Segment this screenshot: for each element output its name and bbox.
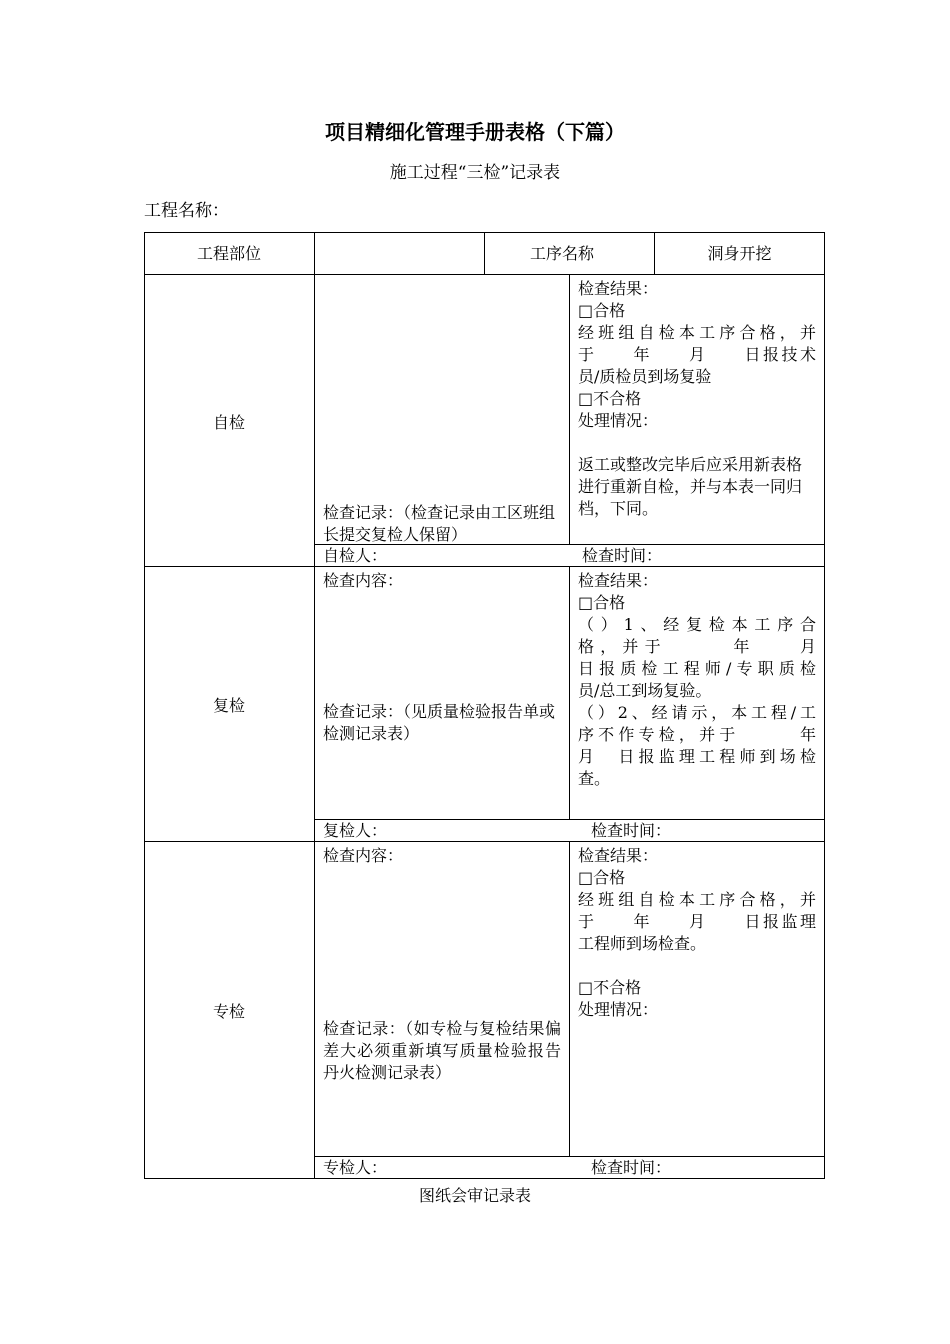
fail-checkbox[interactable]: □不合格 bbox=[578, 978, 642, 997]
document-title: 项目精细化管理手册表格（下篇） bbox=[325, 120, 625, 144]
self-check-person: 自检人： bbox=[323, 546, 388, 565]
pass-checkbox[interactable]: □合格 bbox=[578, 868, 626, 887]
pass-text: 员/质检员到场复验 bbox=[578, 367, 712, 386]
result-title: 检查结果： bbox=[578, 571, 659, 590]
re-check-content: 检查内容： bbox=[323, 571, 404, 590]
col-divider bbox=[569, 274, 570, 544]
handling-label: 处理情况： bbox=[578, 1000, 659, 1019]
table-border-bottom bbox=[144, 1178, 825, 1179]
pass-text: 经班组自检本工序合格，并 bbox=[578, 323, 816, 342]
option-1-text[interactable]: （）1、经复检本工序合 bbox=[578, 615, 816, 634]
re-check-result bbox=[578, 570, 816, 790]
handling-label: 处理情况： bbox=[578, 411, 659, 430]
pass-checkbox[interactable]: □合格 bbox=[578, 301, 626, 320]
option-2-text: 查。 bbox=[578, 769, 611, 788]
process-value: 洞身开挖 bbox=[707, 244, 772, 263]
pass-text: 工程师到场检查。 bbox=[578, 934, 707, 953]
row-divider bbox=[314, 819, 825, 820]
self-check-label: 自检 bbox=[212, 413, 245, 432]
option-1-text: 员/总工到场复验。 bbox=[578, 681, 712, 700]
option-2-text[interactable]: （）2、经请示，本工程/工 bbox=[578, 703, 816, 722]
self-check-time: 检查时间： bbox=[582, 546, 663, 565]
col-divider bbox=[569, 566, 570, 819]
next-form-title: 图纸会审记录表 bbox=[418, 1186, 531, 1205]
option-1-text: 格，并于 年 月 bbox=[578, 637, 816, 656]
option-1-text: 日报质检工程师/专职质检 bbox=[578, 659, 816, 678]
row-divider bbox=[144, 566, 825, 567]
special-check-label: 专检 bbox=[212, 1002, 245, 1021]
form-subtitle: 施工过程“三检”记录表 bbox=[389, 163, 561, 183]
re-check-record: 检查记录：（见质量检验报告单或检测记录表） bbox=[323, 702, 556, 743]
pass-text: 于 年 月 日报技术 bbox=[578, 345, 816, 364]
inspection-table bbox=[144, 232, 825, 1179]
special-check-result bbox=[578, 845, 816, 1021]
project-name-label: 工程名称： bbox=[144, 201, 229, 221]
rework-note: 返工或整改完毕后应采用新表格进行重新自检，并与本表一同归档，下同。 bbox=[578, 455, 803, 518]
result-title: 检查结果： bbox=[578, 846, 659, 865]
special-check-content: 检查内容： bbox=[323, 846, 404, 865]
option-2-text: 月 日报监理工程师到场检 bbox=[578, 747, 816, 766]
fail-checkbox[interactable]: □不合格 bbox=[578, 389, 642, 408]
re-check-time: 检查时间： bbox=[591, 821, 672, 840]
pass-text: 于 年 月 日报监理 bbox=[578, 912, 816, 931]
self-check-record: 检查记录：（检查记录由工区班组长提交复检人保留） bbox=[323, 503, 556, 544]
col-divider bbox=[314, 232, 315, 1179]
special-check-record: 检查记录：（如专检与复检结果偏差大必须重新填写质量检验报告丹火检测记录表） bbox=[323, 1019, 561, 1082]
col-divider bbox=[484, 232, 485, 274]
result-title: 检查结果： bbox=[578, 279, 659, 298]
option-2-text: 序不作专检，并于 年 bbox=[578, 725, 816, 744]
pass-text: 经班组自检本工序合格，并 bbox=[578, 890, 816, 909]
pass-checkbox[interactable]: □合格 bbox=[578, 593, 626, 612]
re-check-person: 复检人： bbox=[323, 821, 388, 840]
row-divider bbox=[144, 274, 825, 275]
process-label: 工序名称 bbox=[530, 244, 595, 263]
re-check-label: 复检 bbox=[212, 696, 245, 715]
special-check-person: 专检人： bbox=[323, 1158, 388, 1177]
special-check-time: 检查时间： bbox=[591, 1158, 672, 1177]
part-label: 工程部位 bbox=[196, 244, 261, 263]
row-divider bbox=[314, 1156, 825, 1157]
self-check-result bbox=[578, 278, 816, 520]
row-divider bbox=[144, 841, 825, 842]
table-border-right bbox=[824, 232, 825, 1179]
col-divider bbox=[569, 841, 570, 1156]
